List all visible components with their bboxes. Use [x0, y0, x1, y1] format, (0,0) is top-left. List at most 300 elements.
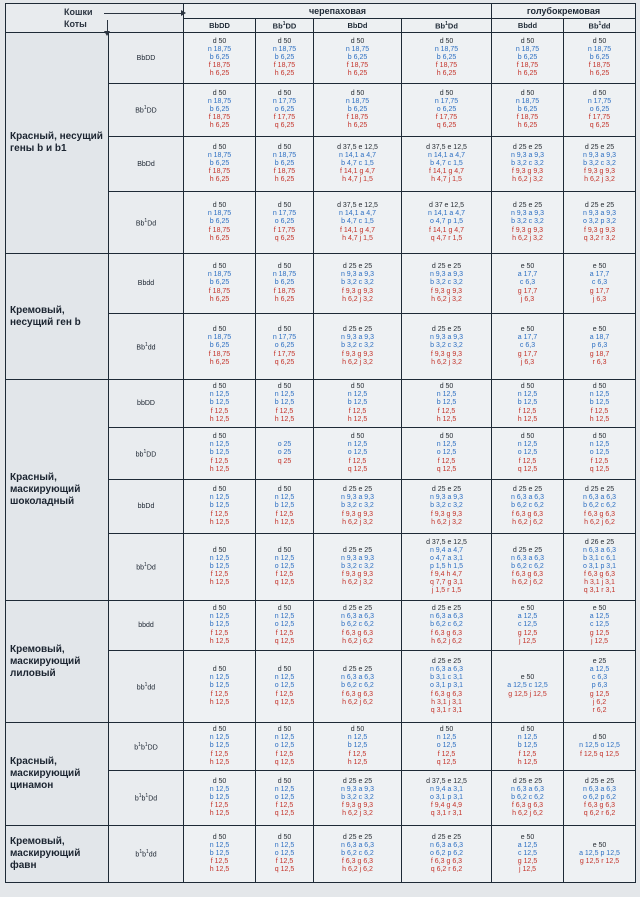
offspring-line: d 37,5 e 12,5: [337, 143, 378, 151]
male-genotype: Bb$^1$dd: [109, 314, 184, 380]
offspring-line: n 18,75: [207, 210, 232, 218]
offspring-line: q 12,5: [274, 810, 295, 818]
offspring-line: h 6,2 j 3,2: [512, 234, 543, 242]
offspring-line: b 12,5: [209, 502, 230, 510]
offspring-line: h 12,5: [209, 758, 230, 766]
offspring-line: n 9,3 a 9,3: [340, 785, 375, 793]
offspring-line: h 12,5: [347, 758, 368, 766]
offspring-line: b 6,25: [274, 53, 295, 61]
offspring-line: f 17,75: [273, 114, 296, 122]
offspring-cell: [314, 651, 402, 723]
offspring-line: d 50: [350, 433, 365, 441]
offspring-line: h 12,5: [436, 415, 457, 423]
offspring-line: n 12,5: [209, 734, 230, 742]
offspring-cell: [184, 723, 256, 771]
offspring-cell: [492, 192, 564, 254]
offspring-line: f 12,5: [275, 690, 294, 698]
offspring-line: n 18,75: [272, 151, 297, 159]
offspring-cell: [492, 33, 564, 84]
offspring-line: h 6,25: [274, 295, 295, 303]
offspring-line: f 12,5: [348, 750, 367, 758]
offspring-line: h 12,5: [209, 810, 230, 818]
offspring-line: f 12,5: [518, 750, 537, 758]
offspring-line: a 12,5: [589, 613, 610, 621]
offspring-line: n 12,5: [274, 554, 295, 562]
offspring-line: d 25 e 25: [431, 658, 462, 666]
offspring-line: d 50: [439, 433, 454, 441]
offspring-cell: [564, 428, 636, 480]
offspring-line: b 6,2 c 6,2: [511, 793, 544, 801]
offspring-line: f 14,1 g 4,7: [428, 226, 465, 234]
male-genotype: bbDD: [109, 380, 184, 428]
offspring-line: q 6,25: [274, 234, 295, 242]
offspring-line: d 25 e 25: [512, 486, 543, 494]
offspring-line: d 50: [350, 726, 365, 734]
offspring-line: o 3,1 p 3,1: [429, 682, 464, 690]
offspring-line: f 18,75: [208, 168, 231, 176]
offspring-cell: [184, 651, 256, 723]
offspring-line: a 12,5: [517, 841, 538, 849]
offspring-line: b 3,2 c 3,2: [430, 279, 463, 287]
offspring-line: d 25 e 25: [584, 486, 615, 494]
offspring-line: n 6,3 a 6,3: [429, 666, 464, 674]
offspring-line: r 6,2: [592, 706, 607, 714]
offspring-line: h 6,2 j 6,2: [512, 810, 543, 818]
offspring-line: b 3,1 c 6,1: [583, 554, 616, 562]
offspring-line: f 9,3 g 9,3: [511, 226, 544, 234]
offspring-line: o 12,5: [436, 449, 457, 457]
table-row: [6, 254, 636, 314]
offspring-line: d 26 e 25: [584, 538, 615, 546]
offspring-line: b 6,2 c 6,2: [583, 502, 616, 510]
offspring-line: n 17,75: [272, 97, 297, 105]
offspring-line: n 14,1 a 4,7: [428, 210, 465, 218]
offspring-line: b 12,5: [347, 399, 368, 407]
offspring-line: f 12,5: [210, 571, 229, 579]
offspring-cell: [314, 254, 402, 314]
offspring-cell: [184, 601, 256, 651]
table-row: [6, 723, 636, 771]
offspring-line: n 18,75: [345, 97, 370, 105]
offspring-line: c 12,5: [589, 621, 610, 629]
offspring-line: o 25: [277, 441, 292, 449]
offspring-cell: [402, 192, 492, 254]
offspring-line: c 6,3: [519, 342, 536, 350]
offspring-line: n 12,5: [589, 391, 610, 399]
offspring-line: d 50: [212, 263, 227, 271]
offspring-line: f 6,3 g 6,3: [511, 510, 544, 518]
offspring-cell: [314, 314, 402, 380]
offspring-line: n 12,5: [436, 441, 457, 449]
offspring-cell: [402, 254, 492, 314]
offspring-line: b 6,25: [347, 105, 368, 113]
offspring-line: o 12,5: [274, 742, 295, 750]
offspring-line: f 12,5: [210, 457, 229, 465]
offspring-line: n 18,75: [434, 45, 459, 53]
male-genotype: BbDd: [109, 137, 184, 192]
offspring-line: o 6,25: [274, 342, 295, 350]
offspring-line: d 50: [592, 89, 607, 97]
offspring-line: b 6,2 c 6,2: [341, 682, 374, 690]
offspring-line: o 12,5: [274, 621, 295, 629]
offspring-line: f 6,3 g 6,3: [511, 802, 544, 810]
offspring-line: n 6,3 a 6,3: [510, 785, 545, 793]
offspring-line: f 17,75: [273, 226, 296, 234]
offspring-cell: [402, 534, 492, 601]
offspring-line: o 4,7 a 3,1: [429, 554, 464, 562]
offspring-line: f 9,3 g 9,3: [430, 510, 463, 518]
offspring-cell: [492, 601, 564, 651]
offspring-line: n 12,5 o 12,5: [579, 742, 620, 750]
offspring-cell: [184, 33, 256, 84]
offspring-line: h 6,25: [209, 70, 230, 78]
offspring-line: f 6,3 g 6,3: [583, 802, 616, 810]
offspring-line: d 50: [212, 605, 227, 613]
offspring-cell: [492, 651, 564, 723]
offspring-line: a 12,5 c 12,5: [507, 682, 548, 690]
offspring-line: a 12,5 p 12,5: [579, 849, 620, 857]
offspring-cell: [184, 826, 256, 883]
offspring-line: b 6,25: [209, 342, 230, 350]
offspring-line: h 12,5: [209, 866, 230, 874]
offspring-cell: [314, 137, 402, 192]
offspring-line: f 18,75: [273, 168, 296, 176]
offspring-line: d 50: [277, 486, 292, 494]
offspring-cell: [314, 480, 402, 534]
offspring-line: b 12,5: [209, 621, 230, 629]
offspring-line: f 12,5 q 12,5: [580, 750, 619, 758]
offspring-line: d 50: [439, 89, 454, 97]
offspring-line: f 12,5: [210, 690, 229, 698]
offspring-line: n 18,75: [587, 45, 612, 53]
offspring-line: n 6,3 a 6,3: [582, 546, 617, 554]
offspring-cell: [564, 314, 636, 380]
offspring-cell: [402, 723, 492, 771]
offspring-line: e 50: [520, 833, 535, 841]
offspring-line: n 18,75: [515, 97, 540, 105]
offspring-line: n 12,5: [347, 734, 368, 742]
offspring-line: d 25 e 25: [342, 777, 373, 785]
offspring-line: c 12,5: [517, 849, 538, 857]
offspring-line: b 4,7 c 1,5: [341, 218, 374, 226]
offspring-line: a 17,7: [589, 271, 610, 279]
offspring-line: b 12,5: [209, 682, 230, 690]
offspring-line: d 50: [277, 37, 292, 45]
offspring-line: d 50: [520, 383, 535, 391]
offspring-line: h 12,5: [209, 465, 230, 473]
male-genotype: bbDd: [109, 480, 184, 534]
offspring-line: o 6,25: [589, 105, 610, 113]
offspring-line: b 3,1 c 3,1: [430, 674, 463, 682]
offspring-line: n 9,4 a 4,7: [429, 546, 464, 554]
offspring-line: n 12,5: [589, 441, 610, 449]
offspring-line: h 12,5: [209, 579, 230, 587]
offspring-cell: [564, 192, 636, 254]
offspring-line: o 12,5: [274, 849, 295, 857]
offspring-line: n 6,3 a 6,3: [582, 785, 617, 793]
offspring-line: d 50: [277, 143, 292, 151]
offspring-line: f 12,5: [275, 571, 294, 579]
offspring-line: j 1,5 r 1,5: [431, 587, 462, 595]
offspring-line: g 12,5: [517, 858, 538, 866]
offspring-line: n 6,3 a 6,3: [340, 841, 375, 849]
offspring-line: q 12,5: [589, 465, 610, 473]
offspring-cell: [314, 771, 402, 826]
offspring-line: f 18,75: [346, 114, 369, 122]
male-genotype: BbDD: [109, 33, 184, 84]
offspring-line: b 6,2 c 6,2: [341, 849, 374, 857]
offspring-line: f 18,75: [208, 287, 231, 295]
offspring-line: h 6,2 j 6,2: [512, 518, 543, 526]
offspring-line: h 6,2 j 3,2: [342, 295, 373, 303]
offspring-cell: [184, 254, 256, 314]
offspring-cell: [564, 480, 636, 534]
offspring-line: f 17,75: [435, 114, 458, 122]
offspring-line: d 50: [592, 433, 607, 441]
offspring-line: o 12,5: [274, 682, 295, 690]
offspring-line: f 14,1 g 4,7: [339, 168, 376, 176]
offspring-line: g 12,5 j 12,5: [508, 690, 547, 698]
offspring-line: d 25 e 25: [342, 486, 373, 494]
offspring-line: n 17,75: [272, 210, 297, 218]
offspring-line: h 3,1 j 3,1: [431, 698, 462, 706]
male-genotype: $bb^1dd$: [109, 651, 184, 723]
offspring-line: n 12,5: [274, 613, 295, 621]
offspring-line: f 12,5: [348, 407, 367, 415]
offspring-line: o 12,5: [517, 449, 538, 457]
offspring-cell: [184, 137, 256, 192]
offspring-line: b 6,25: [274, 159, 295, 167]
offspring-line: b 3,2 c 3,2: [511, 159, 544, 167]
offspring-line: n 9,3 a 9,3: [340, 494, 375, 502]
offspring-line: b 12,5: [209, 793, 230, 801]
offspring-line: h 3,1 j 3,1: [584, 579, 615, 587]
offspring-line: d 25 e 25: [342, 263, 373, 271]
offspring-line: n 17,75: [272, 334, 297, 342]
offspring-line: d 50: [277, 605, 292, 613]
offspring-cell: [256, 428, 314, 480]
offspring-line: j 6,3: [520, 358, 535, 366]
offspring-line: d 50: [277, 726, 292, 734]
offspring-line: n 17,75: [587, 97, 612, 105]
offspring-line: q 6,2 r 6,2: [430, 866, 463, 874]
offspring-line: h 6,2 j 3,2: [342, 518, 373, 526]
offspring-line: d 50: [277, 546, 292, 554]
column-header-4: Bbdd: [492, 19, 564, 33]
offspring-cell: [256, 651, 314, 723]
offspring-line: n 6,3 a 6,3: [429, 613, 464, 621]
offspring-line: f 12,5: [275, 750, 294, 758]
corner-males-label: Коты: [64, 19, 87, 29]
male-genotype: Bbdd: [109, 254, 184, 314]
offspring-line: n 12,5: [274, 785, 295, 793]
offspring-line: f 6,3 g 6,3: [430, 629, 463, 637]
offspring-line: o 6,2 p 6,2: [582, 793, 617, 801]
offspring-line: q 4,7 r 1,5: [430, 234, 463, 242]
offspring-line: h 6,25: [436, 70, 457, 78]
offspring-cell: [564, 534, 636, 601]
offspring-line: q 6,25: [589, 122, 610, 130]
offspring-line: f 9,3 g 9,3: [430, 350, 463, 358]
offspring-line: a 18,7: [589, 334, 610, 342]
offspring-line: n 18,75: [207, 97, 232, 105]
offspring-line: b 6,25: [517, 53, 538, 61]
offspring-line: d 50: [592, 383, 607, 391]
offspring-line: n 12,5: [274, 391, 295, 399]
offspring-cell: [256, 723, 314, 771]
offspring-line: g 17,7: [517, 350, 538, 358]
offspring-line: n 12,5: [274, 494, 295, 502]
offspring-line: d 50: [439, 383, 454, 391]
offspring-line: d 50: [520, 726, 535, 734]
offspring-line: n 9,3 a 9,3: [340, 271, 375, 279]
offspring-line: h 12,5: [589, 415, 610, 423]
offspring-line: f 9,4 g 4,9: [430, 802, 463, 810]
offspring-line: f 18,75: [208, 350, 231, 358]
offspring-line: q 12,5: [274, 637, 295, 645]
offspring-line: n 17,75: [434, 97, 459, 105]
offspring-line: o 6,2 p 6,2: [429, 849, 464, 857]
offspring-line: n 18,75: [272, 45, 297, 53]
offspring-line: h 6,2 j 6,2: [342, 698, 373, 706]
offspring-line: f 9,3 g 9,3: [341, 510, 374, 518]
offspring-line: h 6,25: [209, 176, 230, 184]
offspring-line: h 6,2 j 3,2: [431, 295, 462, 303]
column-header-3: Bb$^1$Dd: [402, 19, 492, 33]
offspring-line: b 12,5: [274, 399, 295, 407]
category-label: Кремовый, маскирующий фавн: [6, 826, 109, 883]
offspring-line: b 3,2 c 3,2: [583, 159, 616, 167]
table-row: [6, 380, 636, 428]
offspring-line: d 50: [212, 726, 227, 734]
offspring-line: d 50: [277, 202, 292, 210]
offspring-line: f 18,75: [208, 226, 231, 234]
offspring-line: d 50: [520, 89, 535, 97]
offspring-line: h 4,7 j 1,5: [342, 176, 373, 184]
offspring-cell: [314, 601, 402, 651]
offspring-line: g 17,7: [589, 287, 610, 295]
table-row: [6, 601, 636, 651]
offspring-line: h 6,25: [209, 234, 230, 242]
offspring-cell: [256, 254, 314, 314]
offspring-line: f 12,5: [518, 407, 537, 415]
offspring-line: h 12,5: [274, 415, 295, 423]
offspring-cell: [564, 84, 636, 137]
offspring-line: h 6,2 j 6,2: [584, 518, 615, 526]
offspring-line: f 12,5: [210, 629, 229, 637]
offspring-line: n 14,1 a 4,7: [339, 210, 376, 218]
offspring-line: d 50: [212, 833, 227, 841]
offspring-line: b 12,5: [517, 399, 538, 407]
offspring-cell: [314, 534, 402, 601]
male-genotype: $b^1b^1dd$: [109, 826, 184, 883]
offspring-line: j 6,2: [592, 698, 607, 706]
offspring-line: f 18,75: [516, 114, 539, 122]
offspring-cell: [402, 428, 492, 480]
offspring-line: n 12,5: [347, 391, 368, 399]
offspring-cell: [256, 84, 314, 137]
offspring-line: h 6,25: [209, 122, 230, 130]
offspring-line: q 6,2 r 6,2: [583, 810, 616, 818]
offspring-cell: [256, 314, 314, 380]
offspring-cell: [492, 254, 564, 314]
offspring-cell: [256, 480, 314, 534]
offspring-line: c 12,5: [517, 621, 538, 629]
offspring-line: h 6,2 j 6,2: [342, 637, 373, 645]
offspring-line: f 6,3 g 6,3: [341, 690, 374, 698]
category-label: Красный, маскирующий шоколадный: [6, 380, 109, 601]
offspring-line: n 18,75: [272, 271, 297, 279]
male-genotype: $b^1b^1DD$: [109, 723, 184, 771]
offspring-line: n 9,3 a 9,3: [510, 210, 545, 218]
offspring-line: h 6,2 j 3,2: [342, 810, 373, 818]
offspring-cell: [492, 84, 564, 137]
offspring-line: d 50: [277, 666, 292, 674]
offspring-line: h 12,5: [209, 637, 230, 645]
offspring-line: o 12,5: [274, 562, 295, 570]
category-label: Кремовый, несущий ген b: [6, 254, 109, 380]
offspring-line: n 12,5: [209, 441, 230, 449]
offspring-line: n 12,5: [517, 391, 538, 399]
offspring-line: d 50: [277, 263, 292, 271]
offspring-line: d 37,5 e 12,5: [337, 202, 378, 210]
offspring-line: h 6,2 j 3,2: [431, 518, 462, 526]
offspring-line: b 6,2 c 6,2: [341, 621, 374, 629]
offspring-line: j 6,3: [592, 295, 607, 303]
male-genotype: bbdd: [109, 601, 184, 651]
offspring-line: f 12,5: [210, 407, 229, 415]
offspring-cell: [314, 826, 402, 883]
offspring-line: d 50: [277, 383, 292, 391]
offspring-line: n 12,5: [209, 554, 230, 562]
offspring-line: q 12,5: [517, 465, 538, 473]
offspring-line: f 6,3 g 6,3: [430, 858, 463, 866]
offspring-line: d 25 e 25: [431, 263, 462, 271]
offspring-line: d 25 e 25: [342, 326, 373, 334]
offspring-line: b 12,5: [347, 742, 368, 750]
offspring-line: n 9,3 a 9,3: [429, 334, 464, 342]
offspring-line: f 18,75: [346, 62, 369, 70]
offspring-line: q 3,1 r 3,1: [430, 706, 463, 714]
category-label: Кремовый, маскирующий лиловый: [6, 601, 109, 723]
offspring-line: n 6,3 a 6,3: [582, 494, 617, 502]
offspring-line: d 50: [212, 326, 227, 334]
offspring-line: b 3,2 c 3,2: [511, 218, 544, 226]
offspring-line: f 17,75: [273, 350, 296, 358]
offspring-line: a 12,5: [589, 666, 610, 674]
offspring-line: g 12,5 r 12,5: [579, 858, 620, 866]
male-genotype: $bb^1DD$: [109, 428, 184, 480]
offspring-cell: [402, 826, 492, 883]
offspring-line: d 25 e 25: [512, 202, 543, 210]
offspring-line: d 25 e 25: [584, 143, 615, 151]
offspring-line: q 12,5: [274, 698, 295, 706]
offspring-line: f 12,5: [590, 457, 609, 465]
offspring-line: b 4,7 c 1,5: [430, 159, 463, 167]
offspring-line: b 12,5: [209, 449, 230, 457]
genetics-table: [5, 3, 636, 883]
offspring-line: f 18,75: [435, 62, 458, 70]
offspring-line: d 37,5 e 12,5: [426, 777, 467, 785]
offspring-line: f 14,1 g 4,7: [339, 226, 376, 234]
offspring-line: n 12,5: [209, 785, 230, 793]
offspring-line: n 6,3 a 6,3: [510, 554, 545, 562]
offspring-cell: [402, 771, 492, 826]
offspring-line: h 6,2 j 6,2: [342, 866, 373, 874]
offspring-line: d 25 e 25: [342, 605, 373, 613]
offspring-line: b 3,2 c 3,2: [341, 502, 374, 510]
offspring-line: h 12,5: [274, 518, 295, 526]
